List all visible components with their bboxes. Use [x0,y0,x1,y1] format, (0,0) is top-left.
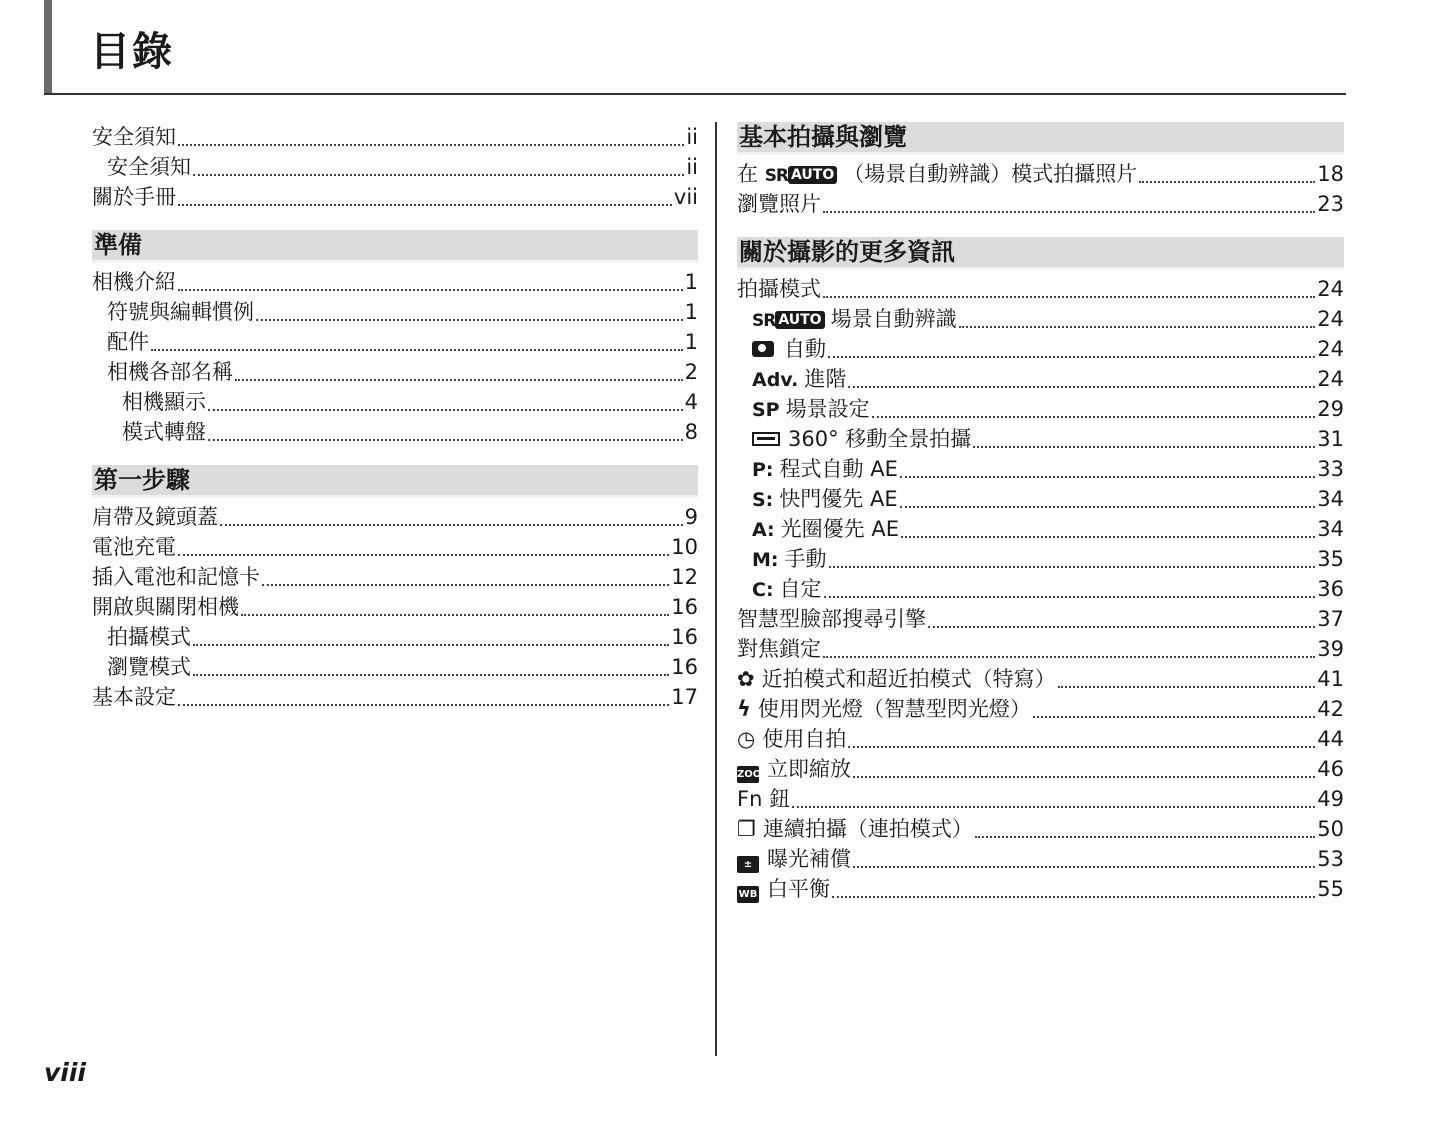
toc-page-number: 10 [671,535,698,559]
toc-page-number: 17 [671,685,698,709]
toc-entry-label [92,182,176,212]
toc-entry-label [92,122,176,152]
toc-entry-text: 瀏覽照片 [737,192,821,216]
toc-page-number: 12 [671,565,698,589]
toc-page-number: 1 [684,270,698,294]
toc-entry[interactable] [737,364,1344,394]
toc-entry-text: 光圈優先 AE [780,517,899,541]
toc-page-number: 2 [684,360,698,384]
toc-entry-text: 安全須知 [107,155,191,179]
toc-entry-prefix: 在 [737,162,765,186]
leader-dots [792,806,1315,808]
toc-entry-text: 安全須知 [92,125,176,149]
toc-entry[interactable] [737,754,1344,784]
leader-dots [973,446,1315,448]
toc-entry-label [107,652,191,682]
toc-entry-label [107,622,191,652]
toc-page-number: 50 [1317,817,1344,841]
leader-dots [959,326,1316,328]
toc-entry-label [122,417,206,447]
toc-entry[interactable] [92,622,698,652]
toc-entry[interactable] [737,394,1344,424]
auto-mode-icon: AUTO [775,311,824,329]
toc-entry[interactable] [737,159,1344,189]
toc-entry-text: 相機顯示 [122,390,206,414]
leader-dots [193,674,669,676]
toc-page-number: 37 [1317,607,1344,631]
toc-entry-label [737,274,821,304]
toc-entry-label [737,189,821,219]
header-rule [44,93,1346,95]
toc-entry[interactable] [92,652,698,682]
toc-entry[interactable] [92,122,698,152]
leader-dots [872,416,1316,418]
toc-entry[interactable] [737,544,1344,574]
toc-left-column [92,122,698,712]
toc-entry-text: 使用自拍 [762,727,847,751]
mode-badge: Adv. [752,369,799,391]
toc-entry-label [92,502,218,532]
toc-entry-text: 肩帶及鏡頭蓋 [92,505,218,529]
macro-flower-icon: ✿ [737,667,755,691]
toc-page-number: 4 [684,390,698,414]
leader-dots [900,476,1315,478]
toc-page-number: 23 [1317,192,1344,216]
toc-entry-text: 插入電池和記憶卡 [92,565,260,589]
toc-entry[interactable] [92,592,698,622]
toc-entry-label [92,592,239,622]
toc-entry-label [107,357,233,387]
toc-page-number: 18 [1317,162,1344,186]
toc-page-number: 36 [1317,577,1344,601]
continuous-shooting-icon: ❐ [737,817,756,841]
toc-entry-text: 配件 [107,330,149,354]
leader-dots [823,296,1315,298]
toc-entry[interactable] [737,189,1344,219]
toc-entry[interactable] [92,562,698,592]
toc-page-number: 16 [671,655,698,679]
toc-entry[interactable] [737,304,1344,334]
leader-dots [220,524,683,526]
toc-entry[interactable] [737,844,1344,874]
leader-dots [208,409,683,411]
toc-page-number: 46 [1317,757,1344,781]
toc-entry-label [107,152,191,182]
toc-page-number: 53 [1317,847,1344,871]
mode-badge: M: [752,549,779,571]
leader-dots [208,439,683,441]
toc-entry[interactable] [737,874,1344,904]
toc-page-number: 16 [671,625,698,649]
leader-dots [235,379,683,381]
toc-page-number: 24 [1317,307,1344,331]
leader-dots [900,506,1316,508]
leader-dots [823,211,1315,213]
toc-entry-label [737,724,846,754]
leader-dots [151,349,683,351]
toc-page-number: ii [686,125,698,149]
leader-dots [262,584,669,586]
toc-entry-label [737,844,851,874]
toc-entry-label [122,387,206,417]
mode-badge: A: [752,519,775,541]
toc-page-number: ii [686,155,698,179]
toc-entry[interactable] [92,152,698,182]
toc-entry[interactable] [92,357,698,387]
toc-entry-text: （場景自動辨識）模式拍攝照片 [843,162,1138,186]
toc-page-number: 8 [684,420,698,444]
leader-dots [178,704,669,706]
toc-page-number: 49 [1317,787,1344,811]
sr-mode-icon: SR [752,311,776,331]
column-divider [715,122,717,1056]
camera-icon [752,341,774,357]
toc-page-number: 1 [684,300,698,324]
toc-entry-text: 連續拍攝（連拍模式） [762,817,973,841]
toc-entry-text: 拍攝模式 [107,625,191,649]
leader-dots [832,896,1315,898]
auto-mode-icon: AUTO [788,166,837,184]
toc-entry-label [752,394,870,425]
toc-entry-label [107,327,149,357]
toc-entry[interactable] [737,694,1344,724]
leader-dots [178,289,683,291]
toc-entry-text: 場景設定 [785,397,870,421]
toc-entry-text: 手動 [784,547,827,571]
toc-entry-text: 相機介紹 [92,270,176,294]
toc-page-number: 55 [1317,877,1344,901]
toc-entry-text: 場景自動辨識 [830,307,957,331]
toc-entry[interactable] [92,417,698,447]
mode-badge: SP [752,399,780,421]
toc-page-number: 34 [1317,487,1344,511]
toc-entry-label [737,694,1031,724]
toc-entry[interactable] [92,297,698,327]
toc-entry-text: 拍攝模式 [737,277,821,301]
toc-entry[interactable] [737,454,1344,484]
toc-entry[interactable] [737,424,1344,454]
toc-entry-text: 智慧型臉部搜尋引擎 [737,607,926,631]
leader-dots [241,614,669,616]
toc-entry-label [737,754,851,784]
toc-page-number: 41 [1317,667,1344,691]
leader-dots [848,746,1315,748]
toc-right-column [737,122,1344,904]
toc-entry-text: 基本設定 [92,685,176,709]
toc-entry-label [737,159,1137,191]
toc-entry-text: 關於手冊 [92,185,176,209]
toc-entry[interactable] [737,664,1344,694]
toc-entry-label [92,682,176,712]
white-balance-icon: WB [737,886,759,903]
toc-entry[interactable] [737,334,1344,364]
toc-entry-text: 瀏覽模式 [107,655,191,679]
toc-entry-label [752,364,846,395]
toc-entry-text: 程式自動 AE [779,457,898,481]
toc-page-number: 31 [1317,427,1344,451]
toc-page-number: 1 [684,330,698,354]
toc-page-number: 24 [1317,277,1344,301]
toc-entry[interactable] [92,387,698,417]
toc-entry-label [737,634,821,664]
toc-entry-label [752,514,899,545]
toc-page-number: 34 [1317,517,1344,541]
toc-entry-label [752,454,898,485]
toc-entry-label [737,664,1056,694]
toc-entry[interactable] [737,514,1344,544]
toc-entry-text: 立即縮放 [767,757,851,781]
toc-entry-text: 電池充電 [92,535,176,559]
leader-dots [193,644,669,646]
leader-dots [829,566,1316,568]
leader-dots [828,356,1315,358]
toc-entry-label [92,562,260,592]
toc-entry[interactable] [737,274,1344,304]
toc-page-number: 24 [1317,337,1344,361]
toc-entry-text: 曝光補償 [767,847,851,871]
toc-entry-label [737,784,790,814]
leader-dots [178,554,669,556]
sr-mode-icon: SR [764,166,789,186]
toc-entry[interactable] [92,682,698,712]
toc-entry-label [92,532,176,562]
toc-entry-label [107,297,254,327]
toc-page-number: 44 [1317,727,1344,751]
toc-entry-text: 對焦鎖定 [737,637,821,661]
toc-entry-text: 模式轉盤 [122,420,206,444]
zoom-icon: ZOOM [737,766,759,783]
toc-entry-text: 白平衡 [767,877,830,901]
leader-dots [1139,181,1315,183]
toc-entry[interactable] [92,327,698,357]
toc-entry-text: 自定 [779,577,822,601]
page-number: viii [44,1058,87,1087]
toc-entry[interactable] [737,724,1344,754]
leader-dots [256,319,683,321]
toc-entry[interactable] [737,814,1344,844]
toc-entry-text: 近拍模式和超近拍模式（特寫） [761,667,1056,691]
toc-entry[interactable] [737,574,1344,604]
toc-entry[interactable] [92,532,698,562]
toc-page-number: 42 [1317,697,1344,721]
toc-entry-label [752,544,827,575]
toc-entry-text: 相機各部名稱 [107,360,233,384]
toc-entry[interactable] [737,604,1344,634]
leader-dots [853,776,1315,778]
toc-page-number: 16 [671,595,698,619]
leader-dots [853,866,1315,868]
page-title: 目錄 [90,29,174,75]
toc-entry-text: 符號與編輯慣例 [107,300,254,324]
panorama-icon [752,432,780,446]
toc-page-number: 35 [1317,547,1344,571]
toc-page-number: 24 [1317,367,1344,391]
leader-dots [901,536,1315,538]
exposure-compensation-icon: ± [737,856,759,873]
toc-entry-text: 開啟與關閉相機 [92,595,239,619]
toc-entry-text: 快門優先 AE [779,487,898,511]
toc-page-number: 39 [1317,637,1344,661]
toc-entry-label [737,874,830,904]
leader-dots [975,836,1315,838]
toc-entry-label [752,424,971,454]
toc-page-number: 29 [1317,397,1344,421]
flash-icon: ϟ [737,697,751,721]
mode-badge: S: [752,489,774,511]
leader-dots [178,144,684,146]
toc-entry[interactable] [737,784,1344,814]
toc-entry[interactable] [92,502,698,532]
section-heading: 關於攝影的更多資訊 [737,237,1344,270]
toc-entry-text: 進階 [804,367,847,391]
toc-entry[interactable] [737,484,1344,514]
toc-entry[interactable] [737,634,1344,664]
toc-entry-label [737,604,926,634]
toc-entry-label [92,267,176,297]
leader-dots [1033,716,1315,718]
leader-dots [824,596,1316,598]
toc-entry-text: 360° 移動全景拍攝 [788,427,972,451]
toc-entry[interactable] [92,182,698,212]
toc-page-number: vii [673,185,698,209]
toc-entry-label [752,484,898,515]
leader-dots [1058,686,1316,688]
leader-dots [823,656,1315,658]
leader-dots [178,204,672,206]
toc-page-number: 33 [1317,457,1344,481]
self-timer-icon: ◷ [737,727,756,751]
toc-entry[interactable] [92,267,698,297]
leader-dots [848,386,1315,388]
leader-dots [928,626,1315,628]
toc-entry-label [752,574,822,605]
section-heading: 第一步驟 [92,465,698,498]
leader-dots [193,174,684,176]
toc-entry-label [752,334,826,364]
toc-entry-text: Fn 鈕 [737,787,791,811]
toc-entry-text: 自動 [784,337,826,361]
section-heading: 基本拍攝與瀏覽 [737,122,1344,155]
section-heading: 準備 [92,230,698,263]
mode-badge: C: [752,579,774,601]
toc-entry-label [752,304,957,336]
header-corner-bar [44,0,52,95]
toc-page-number: 9 [684,505,698,529]
toc-entry-text: 使用閃光燈（智慧型閃光燈） [757,697,1031,721]
toc-entry-label [737,814,973,844]
mode-badge: P: [752,459,774,481]
